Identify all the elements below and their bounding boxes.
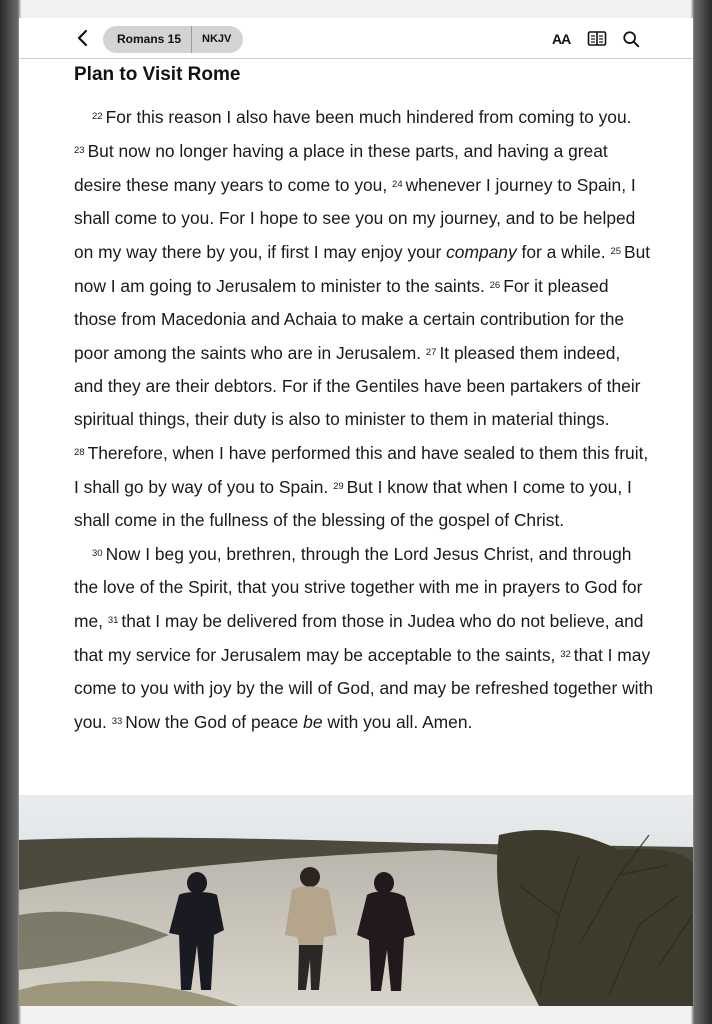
verse-text: for a while. (516, 242, 611, 262)
book-chapter-button[interactable]: Romans 15 (103, 26, 192, 53)
walking-people-photo (19, 795, 693, 1006)
verse-number[interactable]: 32 (560, 649, 571, 660)
verse-text: that I may come to you with joy by the will of God, and may be refreshed together with you. (74, 645, 654, 732)
version-button[interactable]: NKJV (202, 33, 232, 45)
chapter-text (74, 64, 654, 739)
verse-number[interactable]: 33 (111, 716, 123, 727)
paragraph-2 (74, 537, 654, 739)
verse-text: It pleased them indeed, and they are their debtors. For if the Gentiles have been partakers of their spiritual things, their duty is also to minister to them in material things. (74, 343, 641, 429)
font-size-button[interactable]: AA (552, 31, 571, 47)
verse-text: But I know that when I come to you, I shall come in the fullness of the blessing of the gospel of Christ. (74, 477, 632, 530)
verse-text: But now I am going to Jerusalem to minister to the saints. (74, 242, 651, 296)
verse-number[interactable]: 29 (333, 481, 344, 492)
reader-screen (19, 18, 693, 1006)
verse-text: whenever I journey to Spain, I shall come to you. For I hope to see you on my journey, and to be helped on my way there by you, if first I may enjoy your (74, 175, 636, 262)
verse-number[interactable]: 27 (425, 347, 437, 358)
verse-text: Now I beg you, brethren, through the Lord Jesus Christ, and through the love of the Spirit, that you strive together with me in prayers to God for me, (74, 544, 643, 631)
verse-text: But now no longer having a place in these parts, and having a great desire these many years to come to you, (74, 141, 608, 195)
verse-number[interactable]: 31 (107, 615, 119, 626)
chevron-left-icon[interactable] (73, 28, 93, 48)
verse-text: Therefore, when I have performed this and have sealed to them this fruit, I shall go by way of you to Spain. (74, 443, 649, 497)
verse-number[interactable]: 22 (92, 111, 103, 122)
section-heading: Plan to Visit Rome (74, 64, 241, 85)
verse-text: For this reason I also have been much hindered from coming to you. (105, 107, 632, 127)
paragraph-1 (74, 100, 654, 537)
parallel-view-icon[interactable] (587, 30, 607, 48)
verse-number[interactable]: 30 (92, 548, 103, 559)
verse-text: that I may be delivered from those in Judea who do not believe, and that my service for Jerusalem may be acceptable to the saints, (74, 611, 644, 665)
verse-number[interactable]: 23 (74, 145, 85, 156)
search-icon[interactable] (621, 30, 641, 48)
verse-text: For it pleased those from Macedonia and Achaia to make a certain contribution for the poor among the saints who are in Jerusalem. (74, 276, 625, 363)
verse-number[interactable]: 25 (610, 246, 622, 257)
verse-text: Now the God of peace (125, 712, 304, 732)
passage-selector (103, 26, 243, 53)
italic-text: company (446, 242, 517, 262)
verse-number[interactable]: 24 (392, 179, 403, 190)
verse-text: with you all. Amen. (322, 712, 473, 732)
italic-text: be (303, 712, 323, 732)
verse-number[interactable]: 26 (489, 280, 501, 291)
verse-number[interactable]: 28 (74, 447, 85, 458)
reader-toolbar (19, 18, 693, 59)
